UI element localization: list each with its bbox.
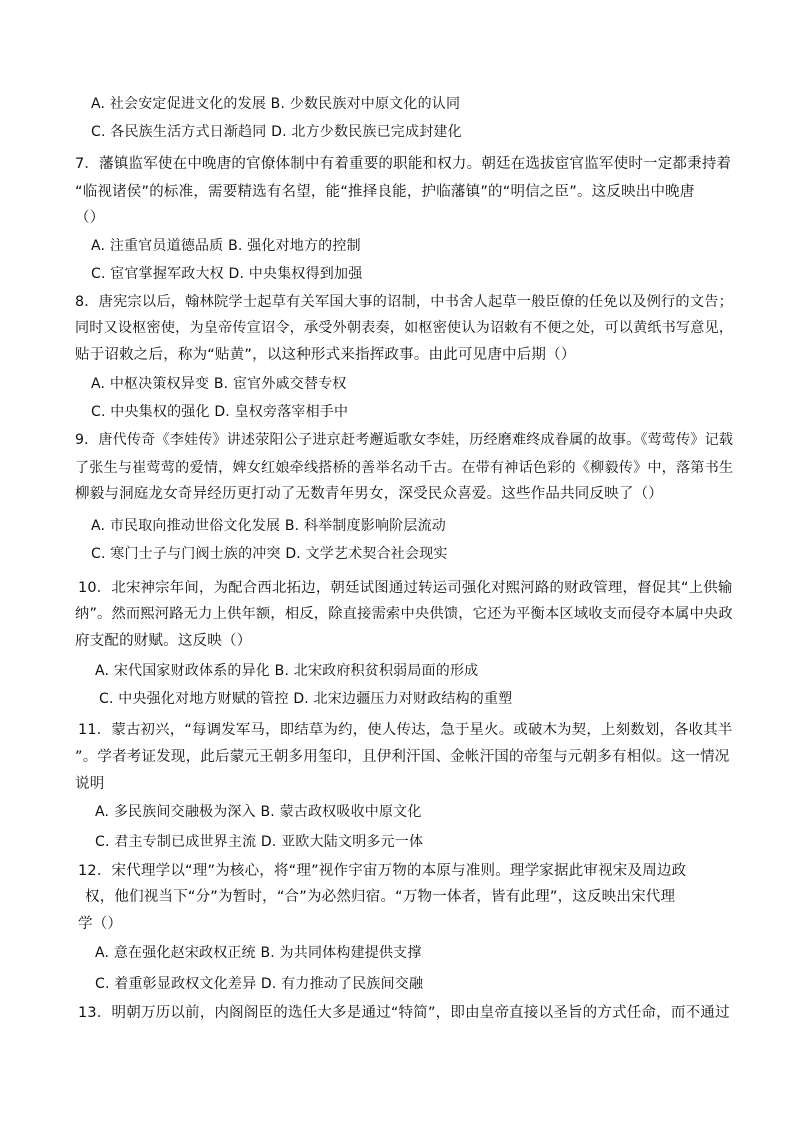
q6-options-cd: C. 各民族生活方式日渐趋同 D. 北方少数民族已完成封建化 bbox=[91, 124, 462, 140]
q11-options-cd: C. 君主专制已成世界主流 D. 亚欧大陆文明多元一体 bbox=[95, 834, 424, 850]
q11-stem-line2: ”。学者考证发现，此后蒙元王朝多用玺印，且伊利汗国、金帐汗国的帝玺与元朝多有相似。这一情况 bbox=[75, 749, 730, 765]
q13-stem-line1: 13．明朝万历以前，内阁阁臣的选任大多是通过“特简”，即由皇帝直接以圣旨的方式任命，而不通过 bbox=[78, 1005, 730, 1021]
q7-stem-line2: “临视诸侯”的标准，需要精选有名望，能“推择良能，护临藩镇”的“明信之臣”。这反映出中晚唐 bbox=[75, 184, 695, 200]
q12-options-ab: A. 意在强化赵宋政权正统 B. 为共同体构建提供支撑 bbox=[95, 945, 422, 961]
q10-stem-line2: 纳”。然而熙河路无力上供年额，相反，除直接需索中央供馈，它还为平衡本区域收支而侵夺本属中央政 bbox=[75, 606, 733, 622]
q12-options-cd: C. 着重彰显政权文化差异 D. 有力推动了民族间交融 bbox=[95, 976, 424, 992]
q9-stem-line3: 柳毅与洞庭龙女奇异经历更打动了无数青年男女，深受民众喜爱。这些作品共同反映了（） bbox=[75, 486, 663, 502]
q10-stem-line3: 府支配的财赋。这反映（） bbox=[75, 633, 252, 649]
q8-stem-line2: 同时又设枢密使，为皇帝传宣诏令，承受外朝表奏，如枢密使认为诏敕有不便之处，可以黄纸书写意见， bbox=[75, 320, 734, 336]
q6-options-ab: A. 社会安定促进文化的发展 B. 少数民族对中原文化的认同 bbox=[91, 96, 461, 112]
q11-stem-line1: 11．蒙古初兴，“每调发军马，即结草为约，使人传达，急于星火。或破木为契，上刻数划，各收其半 bbox=[78, 722, 733, 738]
q10-stem-line1: 10．北宋神宗年间，为配合西北拓边，朝廷试图通过转运司强化对熙河路的财政管理，督促其“上供输 bbox=[78, 580, 733, 596]
q11-options-ab: A. 多民族间交融极为深入 B. 蒙古政权吸收中原文化 bbox=[95, 804, 422, 820]
q7-options-ab: A. 注重官员道德品质 B. 强化对地方的控制 bbox=[91, 238, 361, 254]
q8-stem-line3: 贴于诏敕之后，称为“贴黄”，以这种形式来指挥政事。由此可见唐中后期（） bbox=[75, 347, 576, 363]
q9-stem-line1: 9．唐代传奇《李娃传》讲述荥阳公子进京赶考邂逅歌女李娃，历经磨难终成眷属的故事。《莺莺传》记载 bbox=[75, 432, 734, 448]
q9-options-cd: C. 寒门士子与门阀士族的冲突 D. 文学艺术契合社会现实 bbox=[91, 546, 448, 562]
q10-options-ab: A. 宋代国家财政体系的异化 B. 北宋政府积贫积弱局面的形成 bbox=[95, 663, 479, 679]
q7-stem-line1: 7．藩镇监军使在中晚唐的官僚体制中有着重要的职能和权力。朝廷在选拔宦官监军使时一定都秉持着 bbox=[75, 156, 732, 172]
q8-stem-line1: 8．唐宪宗以后，翰林院学士起草有关军国大事的诏制，中书舍人起草一般臣僚的任免以及例行的文告； bbox=[75, 294, 734, 310]
q9-options-ab: A. 市民取向推动世俗文化发展 B. 科举制度影响阶层流动 bbox=[91, 518, 446, 534]
q9-stem-line2: 了张生与崔莺莺的爱情，婢女红娘牵线搭桥的善举名动千古。在带有神话色彩的《柳毅传》中，落第书生 bbox=[75, 460, 734, 476]
q11-stem-line3: 说明 bbox=[75, 776, 105, 792]
q12-stem-line2: 权，他们视当下“分”为暂时，“合”为必然归宿。“万物一体者，皆有此理”，这反映出宋代理 bbox=[85, 889, 676, 905]
q10-options-cd: C. 中央强化对地方财赋的管控 D. 北宋边疆压力对财政结构的重塑 bbox=[99, 691, 513, 707]
q8-options-ab: A. 中枢决策权异变 B. 宦官外戚交替专权 bbox=[91, 376, 347, 392]
q8-options-cd: C. 中央集权的强化 D. 皇权旁落宰相手中 bbox=[91, 404, 349, 420]
q12-stem-line3: 学（） bbox=[78, 916, 123, 932]
q7-options-cd: C. 宦官掌握军政大权 D. 中央集权得到加强 bbox=[91, 266, 363, 282]
q12-stem-line1: 12．宋代理学以“理”为核心，将“理”视作宇宙万物的本原与准则。理学家据此审视宋及周边政 bbox=[78, 863, 687, 879]
q7-stem-line3: （） bbox=[75, 210, 105, 226]
